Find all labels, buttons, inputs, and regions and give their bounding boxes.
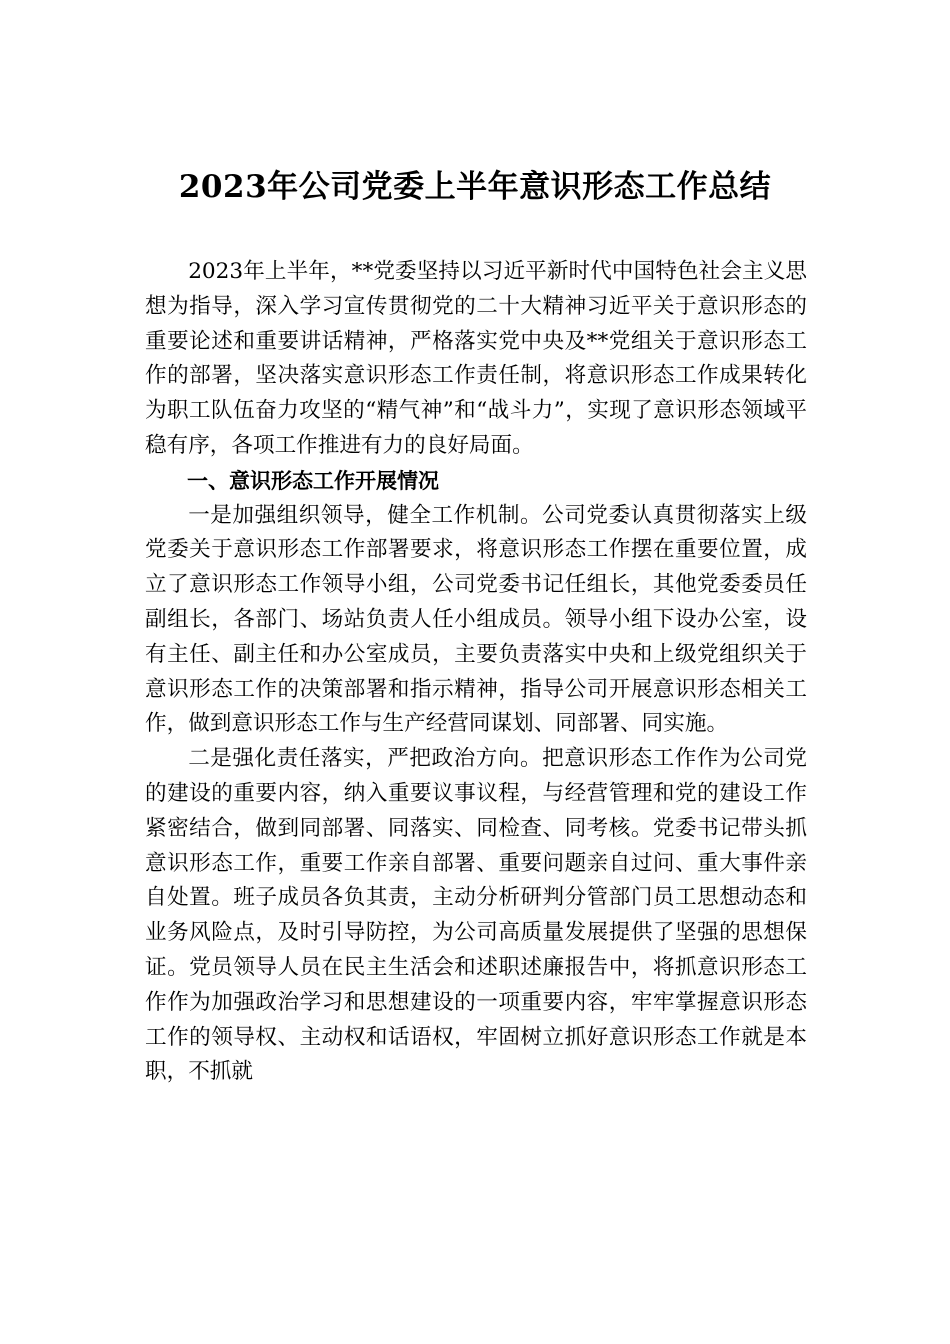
intro-paragraph: 2023年上半年，**党委坚持以习近平新时代中国特色社会主义思想为指导，深入学习宣传贯彻党的二十大精神习近平关于意识形态的重要论述和重要讲话精神，严格落实党中央及**党组关于意识形态工作的部署，坚决落实意识形态工作责任制，将意识形态工作成果转化为职工队伍奋力攻坚的“精气神”和“战斗力”，实现了意识形态领域平稳有序，各项工作推进有力的良好局面。 xyxy=(145,259,807,458)
body-paragraph-2: 二是强化责任落实，严把政治方向。把意识形态工作作为公司党的建设的重要内容，纳入重要议事议程，与经营管理和党的建设工作紧密结合，做到同部署、同落实、同检查、同考核。党委书记带头抓意识形态工作，重要工作亲自部署、重要问题亲自过问、重大事件亲自处置。班子成员各负其责，主动分析研判分管部门员工思想动态和业务风险点，及时引导防控，为公司高质量发展提供了坚强的思想保证。党员领导人员在民主生活会和述职述廉报告中，将抓意识形态工作作为加强政治学习和思想建设的一项重要内容，牢牢掌握意识形态工作的领导权、主动权和话语权，牢固树立抓好意识形态工作就是本职，不抓就 xyxy=(145,746,807,1085)
document-title: 2023年公司党委上半年意识形态工作总结 xyxy=(178,169,772,205)
body-paragraph-1: 一是加强组织领导，健全工作机制。公司党委认真贯彻落实上级党委关于意识形态工作部署要求，将意识形态工作摆在重要位置，成立了意识形态工作领导小组，公司党委书记任组长，其他党委委员任副组长，各部门、场站负责人任小组成员。领导小组下设办公室，设有主任、副主任和办公室成员，主要负责落实中央和上级党组织关于意识形态工作的决策部署和指示精神，指导公司开展意识形态相关工作，做到意识形态工作与生产经营同谋划、同部署、同实施。 xyxy=(145,502,807,737)
section-heading: 一、意识形态工作开展情况 xyxy=(187,468,439,493)
document-body xyxy=(145,255,807,1090)
